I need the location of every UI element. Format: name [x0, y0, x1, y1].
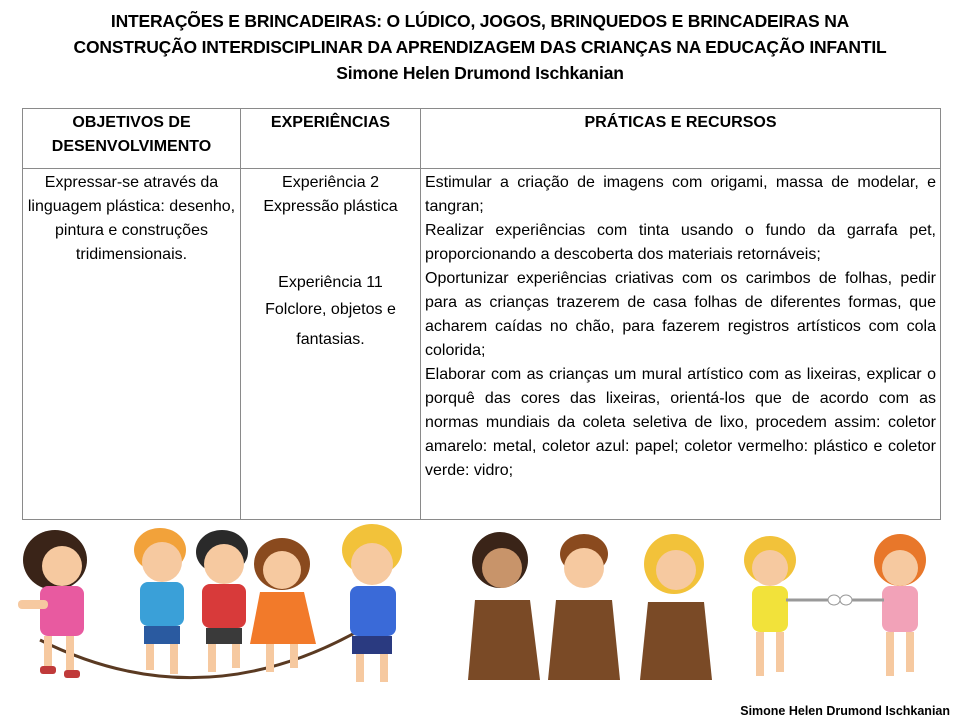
child-sack-race-1 [468, 532, 540, 680]
experience-2-title: Experiência 11 [278, 274, 383, 291]
experience-1-subtitle: Expressão plástica [263, 198, 398, 215]
table-header-row [23, 109, 941, 169]
document-title-line-2: CONSTRUÇÃO INTERDISCIPLINAR DA APRENDIZAGEM DAS CRIANÇAS NA EDUCAÇÃO INFANTIL [73, 37, 887, 57]
child-egg-spoon-2 [840, 534, 926, 676]
experience-2-subtitle: Folclore, objetos e fantasias. [265, 301, 396, 348]
child-girl-orange-dress [250, 538, 316, 672]
practice-item: Realizar experiências com tinta usando o fundo da garrafa pet, proporcionando a descoberta dos materiais retornáveis; [425, 222, 936, 263]
document-title-line-1: INTERAÇÕES E BRINCADEIRAS: O LÚDICO, JOGOS, BRINQUEDOS E BRINCADEIRAS NA [110, 11, 850, 31]
curriculum-table [22, 108, 941, 520]
practice-item: Oportunizar experiências criativas com os carimbos de folhas, pedir para as crianças trazerem de casa folhas de diferentes formas, que acharem caídas no chão, para fazerem registros artísticos com cola colorida; [425, 270, 936, 359]
table-row [23, 169, 941, 520]
objectives-text: Expressar-se através da linguagem plástica: desenho, pintura e construções tridimensionais. [27, 174, 236, 263]
footer-credit: Simone Helen Drumond Ischkanian [740, 704, 950, 718]
child-boy-red-shirt [196, 530, 248, 672]
practice-item: Elaborar com as crianças um mural artístico com as lixeiras, explicar o porquê das cores das lixeiras, orientá-los que de acordo com as normas mundiais da coleta seletiva de lixo, procedem assim: coletor amarelo: metal, coletor azul: papel; coletor vermelho: plástico e coletor verde: vidro; [425, 366, 936, 479]
header-objectives: OBJETIVOS DE DESENVOLVIMENTO [23, 109, 241, 169]
children-playing-illustration [0, 520, 960, 700]
practice-item: Estimular a criação de imagens com origami, massa de modelar, e tangran; [425, 174, 936, 215]
child-egg-spoon-1 [744, 536, 840, 676]
practices-cell [421, 169, 941, 520]
document-author: Simone Helen Drumond Ischkanian [336, 63, 624, 83]
header-practices: PRÁTICAS E RECURSOS [421, 109, 941, 169]
experiences-cell [241, 169, 421, 520]
child-boy-orange-hair [134, 528, 186, 674]
child-sack-race-2 [548, 534, 620, 680]
child-boy-blond [342, 524, 402, 682]
header-experiences: EXPERIÊNCIAS [241, 109, 421, 169]
objectives-cell [23, 169, 241, 520]
experience-1-title: Experiência 2 [282, 174, 379, 191]
child-sack-race-3 [640, 534, 712, 680]
document-header [0, 8, 960, 86]
